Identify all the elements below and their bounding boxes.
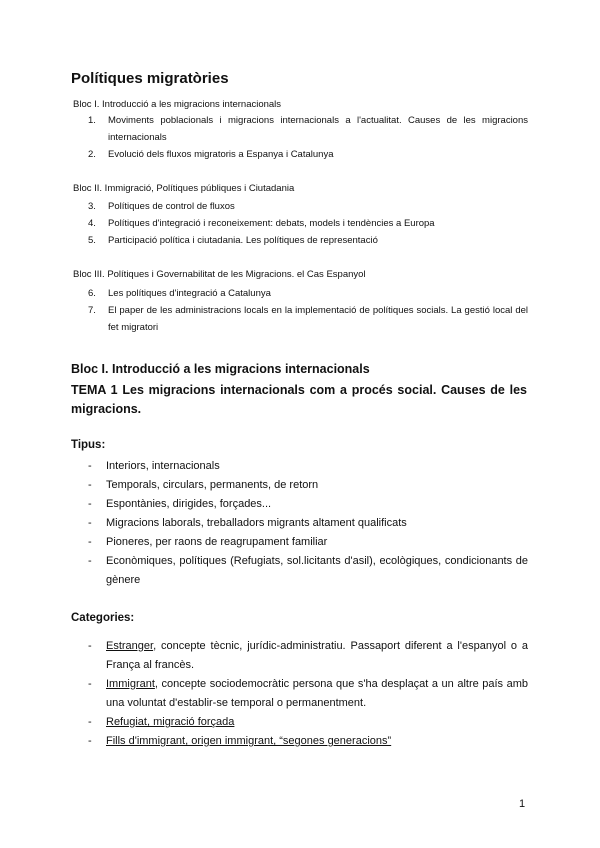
item-text: Temporals, circulars, permanents, de retorn	[106, 479, 319, 491]
item-text: Polítiques d'integració i reconeixement: debats, models i tendències a Europa	[108, 218, 435, 229]
section-heading: Bloc I. Introducció a les migracions internacionals	[71, 362, 370, 376]
bloc1-heading: Bloc I. Introducció a les migracions internacionals	[73, 99, 282, 110]
categories-heading: Categories:	[71, 612, 135, 624]
item-text: Les polítiques d'integració a Catalunya	[108, 288, 271, 299]
list-item: - Refugiat, migració forçada	[88, 716, 235, 728]
item-number: 3.	[88, 201, 96, 212]
list-item	[88, 232, 528, 249]
item-text: Interiors, internacionals	[106, 460, 220, 472]
category-term: Estranger	[106, 640, 154, 652]
category-description: , concepte tècnic, jurídic-administratiu. Passaport diferent a l'espanyol o a França al francès.	[106, 640, 528, 671]
category-term: Fills d'immigrant, origen immigrant, “segones generacions”	[106, 735, 392, 747]
bloc3-heading: Bloc III. Polítiques i Governabilitat de les Migracions. el Cas Espanyol	[73, 269, 366, 280]
list-item: - Estranger, concepte tècnic, jurídic-administratiu. Passaport diferent a l'espanyol o a França al francès.	[88, 640, 528, 671]
item-number: 6.	[88, 288, 96, 299]
category-description: , concepte sociodemocràtic persona que s'ha desplaçat a un altre país amb una voluntat d'establir-se temporal o permanentment.	[106, 678, 528, 709]
list-item: - Fills d'immigrant, origen immigrant, “segones generacions”	[88, 735, 392, 747]
list-item: - Temporals, circulars, permanents, de retorn	[88, 479, 319, 491]
item-number: 7.	[88, 305, 96, 316]
item-number: 4.	[88, 218, 96, 229]
list-item: - Interiors, internacionals	[88, 460, 220, 472]
tipus-heading: Tipus:	[71, 439, 106, 451]
item-text: Migracions laborals, treballadors migrants altament qualificats	[106, 517, 407, 529]
category-term: Immigrant	[106, 678, 155, 690]
list-item: - Econòmiques, polítiques (Refugiats, sol.licitants d'asil), ecològiques, condicionants de gènere	[88, 555, 528, 586]
list-item: - Espontànies, dirigides, forçades...	[88, 498, 272, 510]
categories-list	[88, 637, 528, 751]
item-text: El paper de les administracions locals en la implementació de polítiques socials. La gestió local del fet migratori	[108, 305, 528, 333]
page-number: 1	[519, 798, 526, 810]
item-number: 5.	[88, 235, 96, 246]
item-text: Participació política i ciutadania. Les polítiques de representació	[108, 235, 378, 246]
item-number: 2.	[88, 149, 96, 160]
bloc2-list	[88, 198, 528, 249]
bloc3-list	[88, 285, 528, 336]
item-number: 1.	[88, 115, 96, 126]
category-term: Refugiat, migració forçada	[106, 716, 235, 728]
item-text: Polítiques de control de fluxos	[108, 201, 235, 212]
document-title: Polítiques migratòries	[71, 70, 229, 87]
list-item	[88, 302, 528, 336]
item-text: Evolució dels fluxos migratoris a Espanya i Catalunya	[108, 149, 334, 160]
list-item	[88, 146, 528, 163]
list-item	[88, 198, 528, 215]
bloc2-heading: Bloc II. Immigració, Polítiques públiques i Ciutadania	[73, 183, 295, 194]
bloc1-list	[88, 112, 528, 163]
list-item	[88, 112, 528, 146]
tema-heading: TEMA 1 Les migracions internacionals com a procés social. Causes de les migracions.	[71, 383, 527, 416]
tipus-list	[88, 457, 528, 590]
list-item: - Migracions laborals, treballadors migrants altament qualificats	[88, 517, 407, 529]
list-item	[88, 215, 528, 232]
list-item: - Immigrant, concepte sociodemocràtic persona que s'ha desplaçat a un altre país amb una voluntat d'establir-se temporal o permanentment.	[88, 678, 528, 709]
item-text: Espontànies, dirigides, forçades...	[106, 498, 272, 510]
item-text: Econòmiques, polítiques (Refugiats, sol.licitants d'asil), ecològiques, condicionants de gènere	[106, 555, 528, 586]
list-item	[88, 285, 528, 302]
item-text: Moviments poblacionals i migracions internacionals a l'actualitat. Causes de les migracions internacionals	[108, 115, 528, 143]
list-item: - Pioneres, per raons de reagrupament familiar	[88, 536, 328, 548]
item-text: Pioneres, per raons de reagrupament familiar	[106, 536, 328, 548]
